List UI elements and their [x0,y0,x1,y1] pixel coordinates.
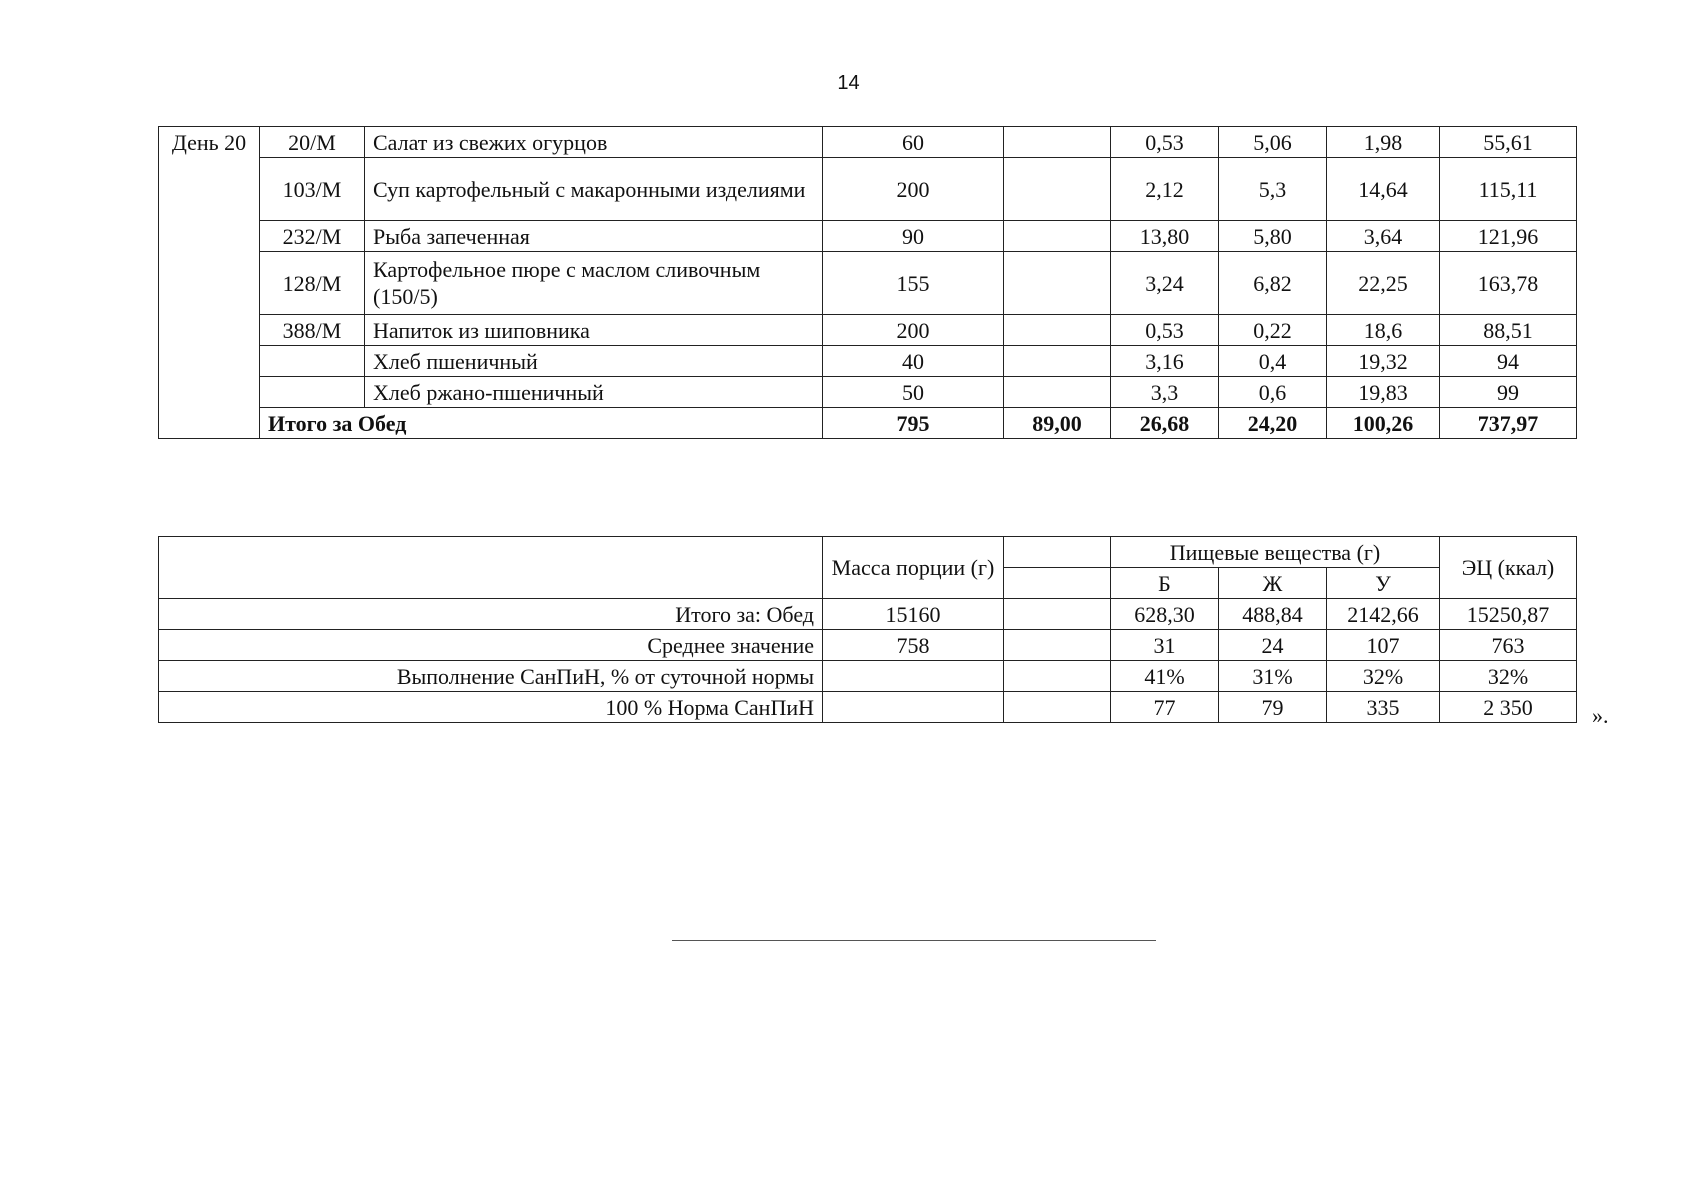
portion-mass: 90 [823,221,1004,252]
portion-mass: 50 [823,377,1004,408]
empty-header-cell [1004,568,1111,599]
carbs-value: 22,25 [1327,252,1440,315]
total-energy: 737,97 [1440,408,1577,439]
fat-value: 5,06 [1219,127,1327,158]
summary-protein: 31 [1111,630,1219,661]
dish-name: Картофельное пюре с маслом сливочным (150/5) [365,252,823,315]
protein-value: 2,12 [1111,158,1219,221]
empty-header-cell [1004,537,1111,568]
menu-row [159,127,1577,158]
protein-value: 3,16 [1111,346,1219,377]
energy-value: 115,11 [1440,158,1577,221]
summary-table [158,536,1577,723]
fat-value: 0,6 [1219,377,1327,408]
dish-name: Суп картофельный с макаронными изделиями [365,158,823,221]
recipe-code [260,377,365,408]
fat-value: 0,4 [1219,346,1327,377]
summary-fat: 24 [1219,630,1327,661]
recipe-code: 388/М [260,315,365,346]
summary-mass [823,661,1004,692]
dish-name: Хлеб пшеничный [365,346,823,377]
summary-label: 100 % Норма СанПиН [159,692,823,723]
summary-mass: 758 [823,630,1004,661]
dish-name: Напиток из шиповника [365,315,823,346]
energy-value: 121,96 [1440,221,1577,252]
menu-row [159,221,1577,252]
price [1004,127,1111,158]
menu-total-row [159,408,1577,439]
summary-fat: 79 [1219,692,1327,723]
carbs-value: 18,6 [1327,315,1440,346]
energy-value: 163,78 [1440,252,1577,315]
price [1004,377,1111,408]
dish-name: Салат из свежих огурцов [365,127,823,158]
summary-label-header [159,537,823,599]
empty-cell [1004,661,1111,692]
recipe-code [260,346,365,377]
recipe-code: 20/М [260,127,365,158]
total-fat: 24,20 [1219,408,1327,439]
protein-value: 3,24 [1111,252,1219,315]
energy-value: 55,61 [1440,127,1577,158]
portion-mass: 155 [823,252,1004,315]
portion-mass: 40 [823,346,1004,377]
summary-label: Итого за: Обед [159,599,823,630]
menu-row [159,377,1577,408]
price [1004,252,1111,315]
total-price: 89,00 [1004,408,1111,439]
summary-row [159,599,1577,630]
footnote-separator [672,940,1156,941]
summary-energy: 15250,87 [1440,599,1577,630]
protein-header: Б [1111,568,1219,599]
portion-mass: 60 [823,127,1004,158]
summary-energy: 763 [1440,630,1577,661]
summary-energy: 32% [1440,661,1577,692]
closing-quote: ». [1592,703,1609,728]
fat-value: 5,80 [1219,221,1327,252]
summary-protein: 77 [1111,692,1219,723]
empty-cell [1004,692,1111,723]
summary-mass: 15160 [823,599,1004,630]
summary-carbs: 32% [1327,661,1440,692]
summary-protein: 628,30 [1111,599,1219,630]
menu-row [159,315,1577,346]
total-carbs: 100,26 [1327,408,1440,439]
fat-header: Ж [1219,568,1327,599]
recipe-code: 128/М [260,252,365,315]
summary-label: Выполнение СанПиН, % от суточной нормы [159,661,823,692]
dish-name: Хлеб ржано-пшеничный [365,377,823,408]
summary-carbs: 2142,66 [1327,599,1440,630]
total-mass: 795 [823,408,1004,439]
energy-value: 94 [1440,346,1577,377]
price [1004,315,1111,346]
dish-name: Рыба запеченная [365,221,823,252]
protein-value: 0,53 [1111,315,1219,346]
fat-value: 6,82 [1219,252,1327,315]
page-number: 14 [837,72,860,94]
summary-mass [823,692,1004,723]
portion-mass: 200 [823,158,1004,221]
protein-value: 13,80 [1111,221,1219,252]
energy-header: ЭЦ (ккал) [1440,537,1577,599]
fat-value: 0,22 [1219,315,1327,346]
summary-fat: 488,84 [1219,599,1327,630]
summary-fat: 31% [1219,661,1327,692]
price [1004,346,1111,377]
menu-row [159,158,1577,221]
summary-carbs: 335 [1327,692,1440,723]
summary-row [159,630,1577,661]
carbs-value: 19,83 [1327,377,1440,408]
menu-table [158,126,1577,439]
total-label: Итого за Обед [260,408,823,439]
nutrients-header: Пищевые вещества (г) [1111,537,1440,568]
summary-protein: 41% [1111,661,1219,692]
empty-cell [1004,599,1111,630]
menu-row [159,252,1577,315]
mass-header: Масса порции (г) [823,537,1004,599]
protein-value: 0,53 [1111,127,1219,158]
fat-value: 5,3 [1219,158,1327,221]
carbs-value: 14,64 [1327,158,1440,221]
summary-energy: 2 350 [1440,692,1577,723]
price [1004,221,1111,252]
summary-row [159,661,1577,692]
summary-label: Среднее значение [159,630,823,661]
carbs-value: 19,32 [1327,346,1440,377]
day-label: День 20 [159,127,260,439]
summary-row [159,692,1577,723]
recipe-code: 103/М [260,158,365,221]
carbs-value: 1,98 [1327,127,1440,158]
energy-value: 99 [1440,377,1577,408]
carbs-header: У [1327,568,1440,599]
protein-value: 3,3 [1111,377,1219,408]
empty-cell [1004,630,1111,661]
recipe-code: 232/М [260,221,365,252]
energy-value: 88,51 [1440,315,1577,346]
total-protein: 26,68 [1111,408,1219,439]
price [1004,158,1111,221]
carbs-value: 3,64 [1327,221,1440,252]
menu-row [159,346,1577,377]
portion-mass: 200 [823,315,1004,346]
summary-header-row [159,537,1577,568]
summary-carbs: 107 [1327,630,1440,661]
